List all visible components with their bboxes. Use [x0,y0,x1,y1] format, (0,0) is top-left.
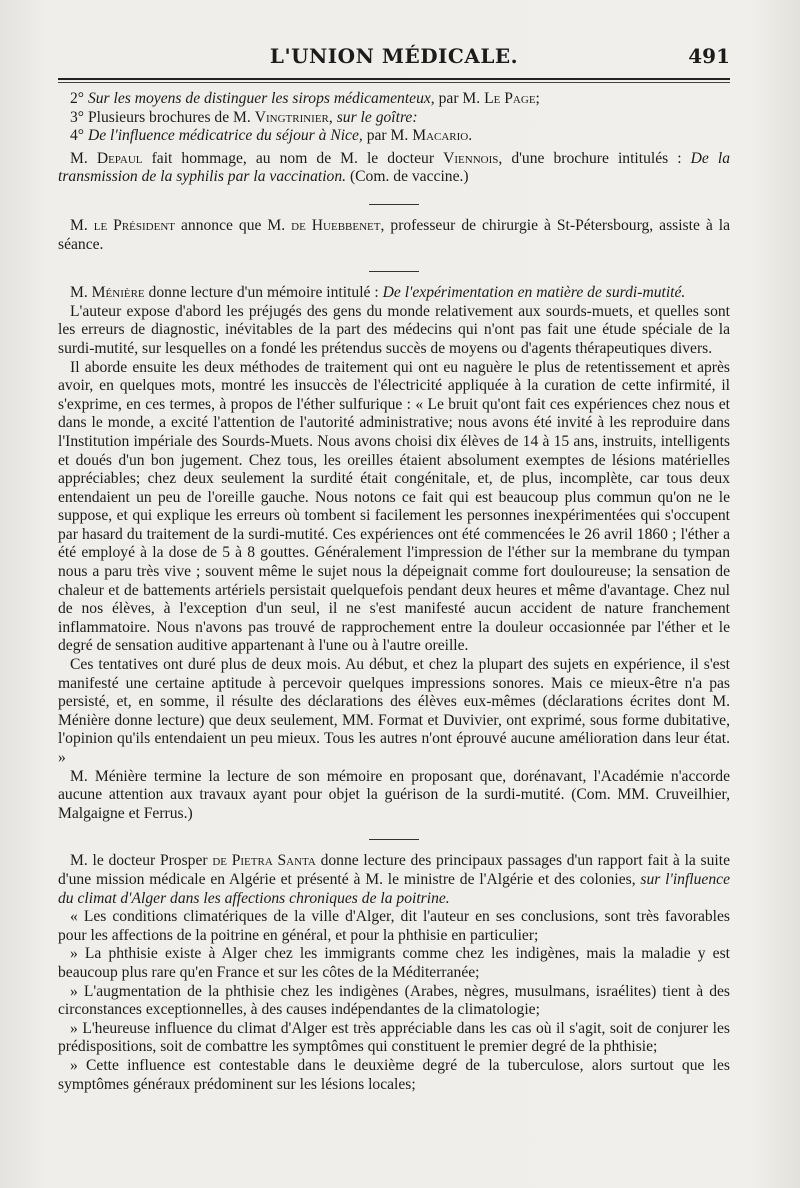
quoted-paragraph: « Les conditions climatériques de la ville d'Alger, dit l'auteur en ses conclusions, sont très favorables pour les affections de la poitrine en général, et pour la phthisie en particulier; [58,908,730,944]
list-item: 3° Plusieurs brochures de M. Vingtrinier, sur le goître: [70,108,418,126]
section-separator [369,271,419,272]
running-header [58,44,730,78]
header-rule [58,78,730,80]
paragraph: Ces tentatives ont duré plus de deux mois. Au début, et chez la plupart des sujets en expérience, il s'est manifesté une certaine aptitude à percevoir quelques impressions sonores. Mais ce mieux-être n'a pas persisté, et, en somme, il résulte des déclarations des élèves eux-mêmes (déclarations écrites dont M. Ménière donne lecture) que deux seulement, MM. Format et Duvivier, ont exprimé, sous forme dubitative, l'opinion qu'ils entendaient un peu mieux. Tous les autres n'ont éprouvé aucune amélioration dans leur état. » [58,656,730,766]
list-item: 4° De l'influence médicatrice du séjour à Nice, par M. Macario. [70,127,473,145]
paragraph-president: M. le Président annonce que M. de Huebbenet, professeur de chirurgie à St-Pétersbourg, assiste à la séance. [58,216,730,253]
paragraph: M. Ménière termine la lecture de son mémoire en proposant que, dorénavant, l'Académie n'accorde aucune attention aux travaux ayant pour objet la guérison de la surdi-mutité. (Com. MM. Cruveilhier, Malgaigne et Ferrus.) [58,767,730,822]
paragraph: L'auteur expose d'abord les préjugés des gens du monde relativement aux sourds-muets, et quelles sont les erreurs de diagnostic, inévitables de la part des médecins qui n'ont pas fait une étude spéciale de la surdi-mutité, sur lesquelles on a fondé les prétendus succès de moyens ou d'agents thérapeutiques divers. [58,302,730,357]
paragraph-pietra-santa: M. le docteur Prosper de Pietra Santa donne lecture des principaux passages d'un rapport fait à la suite d'une mission médicale en Algérie et présenté à M. le ministre de l'Algérie et des colonies, sur l'influence du climat d'Alger dans les affections chroniques de la poitrine. [58,852,731,907]
quoted-paragraph: » Cette influence est contestable dans le deuxième degré de la tuberculose, alors surtout que les symptômes généraux prédominent sur les lésions locales; [58,1056,730,1093]
section-separator [369,839,419,840]
section-separator [369,204,419,205]
list-item: 2° Sur les moyens de distinguer les sirops médicamenteux, par M. Le Page; [70,90,540,107]
page-number: 491 [688,44,730,68]
quoted-paragraph: » L'augmentation de la phthisie chez les indigènes (Arabes, nègres, musulmans, israélites) tient à des circonstances exceptionnelles, à des causes indépendantes de la climatologie; [58,982,730,1019]
running-title: L'UNION MÉDICALE. [269,44,519,68]
paragraph-meniere-intro: M. Ménière donne lecture d'un mémoire intitulé : De l'expérimentation en matière de surdi-mutité. [70,284,686,302]
quoted-paragraph: » L'heureuse influence du climat d'Alger est très appréciable dans les cas où il s'agit, soit de conjurer les prédispositions, soit de combattre les symptômes qui constituent le premier degré de la phthisie; [58,1019,730,1056]
paragraph-depaul: M. Depaul fait hommage, au nom de M. le docteur Viennois, d'une brochure intitulés : De la transmission de la syphilis par la vaccination. (Com. de vaccine.) [58,149,731,186]
quoted-paragraph: » La phthisie existe à Alger chez les immigrants comme chez les indigènes, mais la maladie y est beaucoup plus rare qu'en France et sur les côtes de la Méditerranée; [58,945,730,981]
body-text [58,90,730,1094]
header-rule-secondary [58,82,730,83]
paragraph: Il aborde ensuite les deux méthodes de traitement qui ont eu naguère le plus de retentissement et après avoir, en quelques mots, montré les insuccès de l'électricité appliquée à la curation de cette infirmité, il s'exprime, en ces termes, à propos de l'éther sulfurique : « Le bruit qu'ont fait ces expériences chez nous et dans le monde, a excité l'attention de l'autorité administrative; nous avons été invité à les reproduire dans l'Institution impériale des Sourds-Muets. Nous avons choisi dix élèves de 14 à 15 ans, instruits, intelligents et doués d'un bon jugement. Chez tous, les oreilles étaient absolument exemptes de lésions matérielles appréciables; chez deux seulement la surdité était congénitale, et, de plus, incomplète, car tous deux entendaient un peu de l'oreille gauche. Nous notons ce fait qui est beaucoup plus commun qu'on ne le suppose, et qui explique les erreurs où tombent si facilement les personnes inexpérimentées qui s'occupent par hasard du traitement de la surdi-mutité. Ces expériences ont été commencées le 26 avril 1860 ; l'éther a été employé à la dose de 5 à 8 gouttes. Généralement l'impression de l'éther sur la membrane du tympan nous a paru très vive ; souvent même le sujet nous la dépeignait comme fort douloureuse; la sensation de chaleur et de battements artériels persistait quelquefois pendant deux heures et même d'avantage. Chez nul de nos élèves, à l'exception d'un seul, il ne s'est manifesté aucun accident de nature franchement inflammatoire. Nous n'avons pas trouvé de rapprochement entre la douleur occasionnée par l'éther et le degré de sensation auditive appartenant à l'une ou à l'autre oreille. [58,358,730,655]
